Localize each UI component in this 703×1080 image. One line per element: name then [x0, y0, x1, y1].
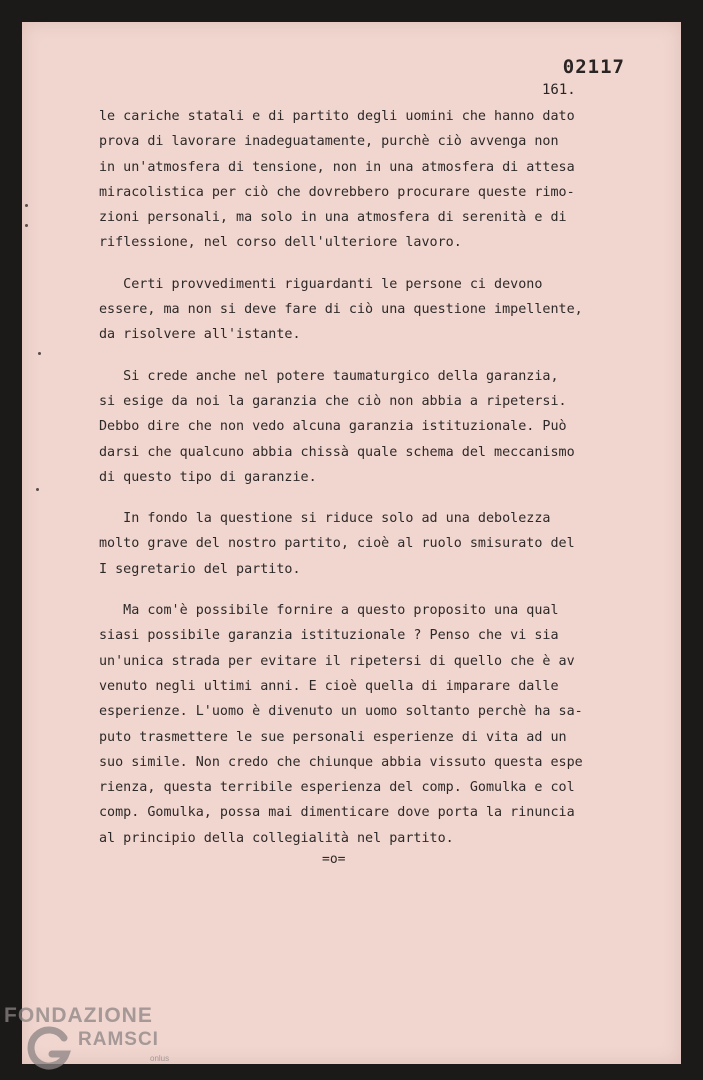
text-line: suo simile. Non credo che chiunque abbia vissuto questa espe: [99, 754, 583, 770]
logo-line-1: FONDAZIONE: [4, 1004, 153, 1027]
text-line: venuto negli ultimi anni. E cioè quella di imparare dalle: [99, 678, 559, 694]
text-line: un'unica strada per evitare il ripetersi di quello che è av: [99, 653, 575, 669]
text-line: zioni personali, ma solo in una atmosfera di serenità e di: [99, 210, 567, 226]
text-line: riflessione, nel corso dell'ulteriore lavoro.: [99, 235, 462, 251]
text-line: darsi che qualcuno abbia chissà quale schema del meccanismo: [99, 444, 575, 460]
text-line: da risolvere all'istante.: [99, 327, 301, 343]
text-line: puto trasmettere le sue personali esperienze di vita ad un: [99, 729, 567, 745]
text-line: Debbo dire che non vedo alcuna garanzia istituzionale. Può: [99, 419, 567, 435]
text-line: in un'atmosfera di tensione, non in una atmosfera di attesa: [99, 159, 575, 175]
margin-mark: [25, 224, 28, 227]
logo-g-icon: [26, 1026, 72, 1072]
logo-line-2: RAMSCI: [78, 1029, 159, 1050]
text-line: le cariche statali e di partito degli uomini che hanno dato: [99, 109, 575, 124]
text-line: rienza, questa terribile esperienza del comp. Gomulka e col: [99, 780, 575, 796]
text-line: al principio della collegialità nel partito.: [99, 830, 454, 846]
paragraph: [99, 272, 659, 348]
logo-suffix: onlus: [150, 1054, 170, 1063]
text-line: essere, ma non si deve fare di ciò una questione impellente,: [99, 302, 583, 318]
page-number: 161.: [542, 82, 576, 98]
paragraph: [99, 364, 659, 490]
text-line: esperienze. L'uomo è divenuto un uomo soltanto perchè ha sa-: [99, 704, 583, 720]
end-mark: =o=: [322, 852, 346, 867]
text-line: siasi possibile garanzia istituzionale ? Penso che vi sia: [99, 628, 559, 644]
document-number: 02117: [562, 56, 625, 78]
text-line: Ma com'è possibile fornire a questo proposito una qual: [99, 603, 559, 619]
text-line: prova di lavorare inadeguatamente, purchè ciò avvenga non: [99, 134, 559, 150]
text-line: comp. Gomulka, possa mai dimenticare dove porta la rinuncia: [99, 805, 575, 821]
text-line: In fondo la questione si riduce solo ad una debolezza: [99, 511, 551, 527]
text-line: di questo tipo di garanzie.: [99, 469, 317, 485]
paragraph: [99, 506, 659, 582]
document-page: [22, 22, 681, 1064]
text-line: Si crede anche nel potere taumaturgico della garanzia,: [99, 368, 559, 384]
paragraph: [99, 598, 659, 851]
text-line: Certi provvedimenti riguardanti le persone ci devono: [99, 276, 543, 292]
margin-mark: [25, 204, 28, 207]
margin-mark: [36, 488, 39, 491]
paragraph: [99, 104, 659, 256]
text-line: I segretario del partito.: [99, 561, 301, 577]
text-line: si esige da noi la garanzia che ciò non abbia a ripetersi.: [99, 393, 567, 409]
margin-mark: [38, 352, 41, 355]
text-line: molto grave del nostro partito, cioè al ruolo smisurato del: [99, 536, 575, 552]
fondazione-gramsci-logo: [4, 1004, 204, 1074]
text-line: miracolistica per ciò che dovrebbero procurare queste rimo-: [99, 184, 575, 200]
body-text: [99, 104, 659, 867]
